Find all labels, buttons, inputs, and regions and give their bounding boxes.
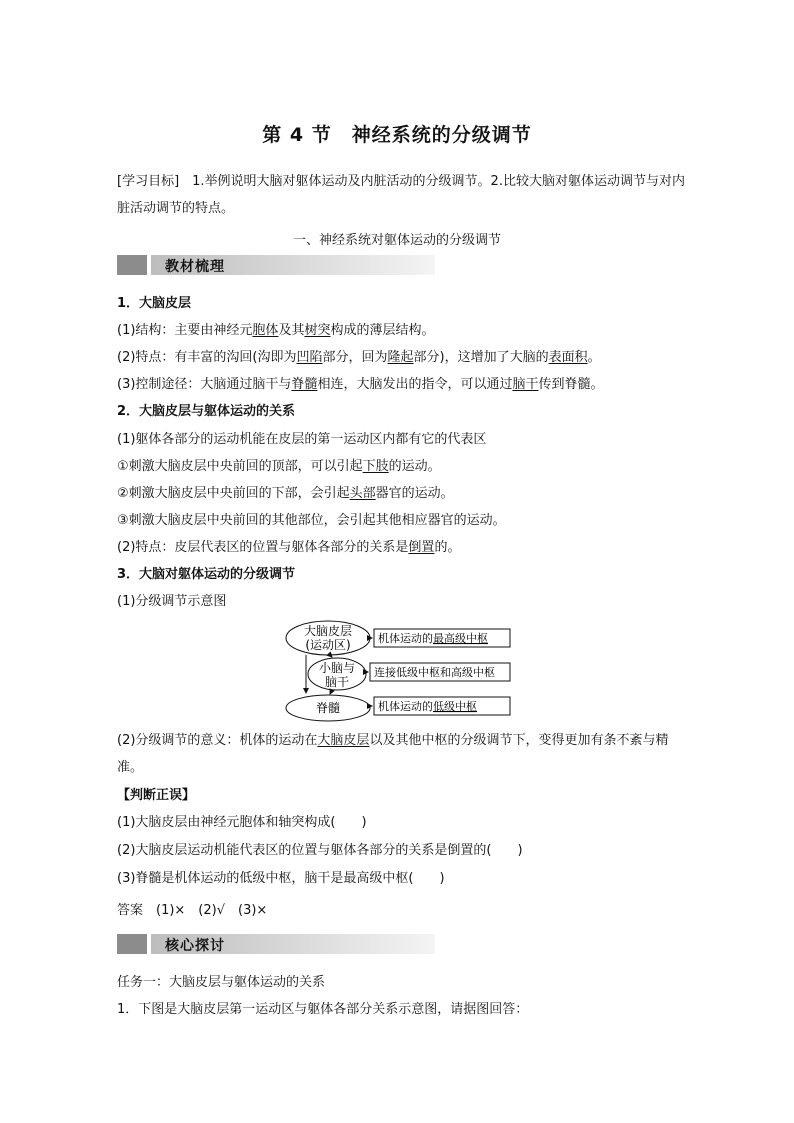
judge-q2: (2)大脑皮层运动机能代表区的位置与躯体各部分的关系是倒置的( ): [117, 843, 523, 858]
node1-line1: 大脑皮层: [303, 624, 353, 638]
section-bar-core: [117, 934, 435, 954]
box1-prefix: 机体运动的: [378, 632, 433, 645]
text: 器官的运动。: [375, 486, 454, 501]
item1-line3: [117, 373, 603, 392]
item1-line2: [117, 346, 601, 365]
node3-label: 脊髓: [315, 701, 341, 715]
text: (2)特点：皮层代表区的位置与躯体各部分的关系是: [117, 540, 409, 555]
judge-answer: 答案 (1)× (2)√ (3)×: [117, 903, 268, 918]
box2-text: 连接低级中枢和高级中枢: [374, 666, 495, 679]
text: ②刺激大脑皮层中央前回的下部，会引起: [117, 486, 350, 501]
item2-heading: 2．大脑皮层与躯体运动的关系: [117, 404, 296, 419]
item2-line3: [117, 482, 454, 501]
text: 及其: [278, 323, 305, 338]
box3-text: [378, 699, 477, 713]
subheading: 一、神经系统对躯体运动的分级调节: [292, 233, 501, 248]
text: ①刺激大脑皮层中央前回的顶部，可以引起: [117, 459, 363, 474]
answer-blank: 脑干: [512, 377, 539, 392]
section-title: 核心探讨: [165, 938, 225, 954]
judge-q1: (1)大脑皮层由神经元胞体和轴突构成( ): [117, 815, 367, 830]
text: (1)结构：主要由神经元: [117, 323, 253, 338]
answer-blank: 脊髓: [291, 377, 318, 392]
box3-prefix: 机体运动的: [378, 700, 433, 713]
learning-objectives: [117, 168, 687, 222]
item3-line1: (1)分级调节示意图: [117, 594, 227, 609]
text: 部分，回为: [322, 350, 388, 365]
answer-blank: 隆起: [387, 350, 414, 365]
answer-blank: 大脑皮层: [317, 733, 370, 748]
text: 部分)，这增加了大脑的: [413, 350, 549, 365]
answer-blank: 头部: [349, 486, 376, 501]
text: 以及其他中枢的分级调节下，变得更加有条不紊与精准。: [117, 733, 669, 775]
section-title: 教材梳理: [165, 259, 225, 275]
node2-line2: 脑干: [324, 675, 350, 689]
text: 构成的薄层结构。: [330, 323, 435, 338]
item1-line1: [117, 319, 434, 338]
judge-q3: (3)脊髓是机体运动的低级中枢，脑干是最高级中枢( ): [117, 871, 445, 886]
text: 相连，大脑发出的指令，可以通过: [317, 377, 513, 392]
text: (2)特点：有丰富的沟回(沟即为: [117, 350, 297, 365]
section-bar-textbook: [117, 255, 435, 275]
item3-heading: 3．大脑对躯体运动的分级调节: [117, 567, 296, 582]
item2-line2: [117, 455, 441, 474]
item1-heading: 1．大脑皮层: [117, 296, 192, 311]
box1-answer: 最高级中枢: [433, 632, 488, 645]
text: 传到脊髓。: [538, 377, 604, 392]
answer-blank: 下肢: [362, 459, 389, 474]
text: 的运动。: [388, 459, 441, 474]
text: 的。: [434, 540, 461, 555]
task1-title: 任务一：大脑皮层与躯体运动的关系: [117, 975, 326, 990]
question1: 1．下图是大脑皮层第一运动区与躯体各部分关系示意图，请据图回答：: [117, 1002, 529, 1017]
text: (2)分级调节的意义：机体的运动在: [117, 733, 318, 748]
answer-blank: 树突: [304, 323, 331, 338]
page-title: 第 4 节 神经系统的分级调节: [262, 124, 532, 146]
text: 。: [587, 350, 601, 365]
answer-blank: 凹陷: [296, 350, 323, 365]
objectives-text: 1.举例说明大脑对躯体运动及内脏活动的分级调节。2.比较大脑对躯体运动调节与对内脏活动调节的特点。: [117, 174, 685, 216]
box3-answer: 低级中枢: [433, 700, 477, 713]
box1-text: [378, 631, 488, 645]
hierarchy-diagram: [280, 618, 520, 724]
item2-line5: [117, 536, 460, 555]
answer-blank: 胞体: [252, 323, 279, 338]
judge-heading: 【判断正误】: [117, 788, 196, 803]
item2-line1: (1)躯体各部分的运动机能在皮层的第一运动区内都有它的代表区: [117, 432, 487, 447]
node1-line2: (运动区): [305, 638, 351, 652]
significance-paragraph: [117, 727, 687, 781]
item2-line4: ③刺激大脑皮层中央前回的其他部位，会引起其他相应器官的运动。: [117, 513, 506, 528]
node2-line1: 小脑与: [318, 661, 356, 675]
text: (3)控制途径：大脑通过脑干与: [117, 377, 292, 392]
answer-blank: 倒置: [408, 540, 435, 555]
arrow-cerebellum-to-spinal: [330, 690, 332, 694]
answer-blank: 表面积: [548, 350, 588, 365]
objectives-label: [学习目标]: [117, 174, 180, 189]
